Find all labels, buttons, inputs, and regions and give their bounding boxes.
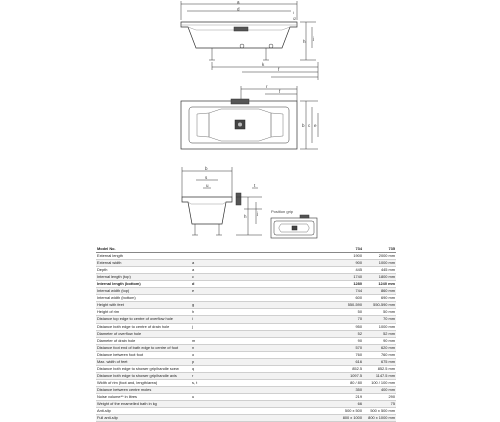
spec-value-735: 550-590 mm (373, 302, 395, 308)
spec-value-735: 52 mm (383, 330, 395, 336)
spec-value-734: 52 (357, 330, 362, 336)
spec-value-735: 70 mm (383, 316, 395, 322)
table-row (96, 267, 396, 274)
spec-value-734: 600 (355, 295, 362, 301)
spec-value-735: 860 mm (380, 288, 395, 294)
dim-label-i2: i2 (293, 16, 297, 21)
spec-value-734: 66 (357, 401, 362, 407)
table-row (96, 352, 396, 359)
dim-label-t: t (254, 183, 256, 188)
spec-label: Height with feet (97, 302, 124, 308)
table-row (96, 366, 396, 373)
spec-value-735: 620 mm (380, 344, 395, 350)
header-model-735: 735 (388, 246, 395, 251)
spec-symbol: q (192, 365, 195, 371)
spec-symbol: g (192, 302, 195, 308)
dim-label-s: s (205, 175, 208, 180)
spec-value-735: 800 x 1000 mm (368, 415, 395, 421)
table-row (96, 324, 396, 331)
table-row (96, 288, 396, 295)
spec-label: Distance top edge to centre of overflow hole (97, 316, 173, 322)
dim-label-i: i (293, 10, 294, 15)
spec-value-734: 80 / 80 (350, 379, 362, 385)
dim-label-d: d (237, 6, 240, 12)
spec-label: Distance between foot foot (97, 351, 144, 357)
spec-value-734: 1280 (353, 281, 362, 287)
table-row (96, 401, 396, 408)
dim-label-j-side: j (257, 211, 258, 216)
spec-value-734: 550-590 (347, 302, 362, 308)
spec-value-735: 75 (390, 401, 395, 407)
spec-value-735: 852.5 mm (377, 365, 395, 371)
spec-label: Full anti-slip (97, 415, 118, 421)
spec-table-body (96, 253, 396, 422)
spec-symbol: h (192, 309, 195, 315)
table-row (96, 260, 396, 267)
spec-label: Internal width (top) (97, 288, 130, 294)
dim-label-e: e (314, 123, 317, 128)
spec-value-735: 1240 mm (378, 281, 395, 287)
spec-label: Internal width (bottom) (97, 295, 136, 301)
dim-label-f: f (278, 67, 280, 72)
dim-label-b-plan: b (302, 123, 305, 128)
table-row (96, 338, 396, 345)
elevation-view (181, 1, 318, 80)
spec-value-735: 400 mm (380, 386, 395, 392)
spec-value-735: 1800 mm (378, 274, 395, 280)
table-row (96, 408, 396, 415)
dim-label-b-side: b (205, 166, 208, 171)
table-row (96, 302, 396, 309)
side-view (182, 167, 262, 235)
header-model-label: Model No. (97, 246, 116, 251)
table-row (96, 281, 396, 288)
spec-value-735: 760 mm (380, 351, 395, 357)
spec-label: Depth (97, 267, 108, 273)
spec-label: Height of rim (97, 309, 120, 315)
spec-value-735: 1000 mm (378, 323, 395, 329)
table-row (96, 387, 396, 394)
spec-symbol: p (192, 358, 195, 364)
spec-value-734: 500 x 500 (344, 408, 362, 414)
spec-value-735: 500 x 500 mm (370, 408, 395, 414)
spec-value-734: 1097.5 (350, 372, 362, 378)
dim-label-u: u (206, 183, 209, 188)
spec-value-734: 1900 (353, 253, 362, 259)
spec-label: External width (97, 260, 122, 266)
dim-label-j: j (313, 36, 314, 41)
spec-value-734: 90 (357, 337, 362, 343)
dim-label-h-side: h (244, 214, 247, 219)
spec-value-734: 852.5 (352, 365, 362, 371)
spec-symbol: d (192, 281, 195, 287)
header-model-734: 734 (355, 246, 362, 251)
spec-value-734: 616 (355, 358, 362, 364)
spec-symbol: c (192, 274, 194, 280)
table-row (96, 359, 396, 366)
spec-label: Distance both edge to shower grip/handle scew (97, 365, 179, 371)
dim-label-f-plan: f (279, 89, 281, 94)
spec-value-734: 445 (355, 267, 362, 273)
spec-value-734: 1740 (353, 274, 362, 280)
spec-symbol: s, t (192, 379, 198, 385)
table-row (96, 331, 396, 338)
dim-label-c: c (308, 123, 311, 128)
spec-symbol: a (192, 267, 195, 273)
dim-label-h: h (303, 39, 306, 44)
spec-value-735: 690 mm (380, 295, 395, 301)
plan-view (181, 86, 318, 149)
table-row (96, 274, 396, 281)
spec-symbol: i (192, 316, 193, 322)
spec-label: Diameter of drain hole (97, 337, 136, 343)
spec-label: Distance both edge to centre of drain hole (97, 323, 170, 329)
spec-table (96, 246, 396, 422)
spec-value-734: 570 (355, 344, 362, 350)
spec-symbol: u (192, 393, 195, 399)
spec-value-735: 50 mm (383, 309, 395, 315)
spec-label: Diameter of overflow hole (97, 330, 142, 336)
spec-value-735: 100 / 100 mm (371, 379, 395, 385)
spec-value-734: 70 (357, 316, 362, 322)
spec-symbol: a (192, 260, 195, 266)
spec-symbol: r (192, 372, 194, 378)
grip-position-view (271, 215, 317, 238)
spec-value-735: 675 mm (380, 358, 395, 364)
spec-value-734: 900 (355, 260, 362, 266)
spec-label: Width of rim (foot and, length/area) (97, 379, 158, 385)
spec-symbol: e (192, 288, 195, 294)
spec-value-735: 1000 mm (378, 260, 395, 266)
spec-symbol: o (192, 351, 195, 357)
spec-value-734: 950 (355, 323, 362, 329)
table-row (96, 253, 396, 260)
spec-label: Distance both edge to shower grip/handle axis (97, 372, 177, 378)
spec-value-735: 445 mm (380, 267, 395, 273)
spec-value-735: 90 mm (383, 337, 395, 343)
table-row (96, 415, 396, 422)
spec-label: External length (97, 253, 123, 259)
spec-table-header (96, 246, 396, 253)
dim-label-k: k (262, 62, 265, 67)
spec-value-734: 744 (355, 288, 362, 294)
table-row (96, 373, 396, 380)
spec-value-734: 760 (355, 351, 362, 357)
table-row (96, 380, 396, 387)
dim-label-a: a (237, 0, 240, 5)
spec-label: Distance foot end of bath edge to centre of foot (97, 344, 179, 350)
spec-label: Internal length (top) (97, 274, 131, 280)
table-row (96, 309, 396, 316)
spec-value-735: 1147.5 mm (375, 372, 395, 378)
spec-symbol: j (192, 323, 193, 329)
spec-value-735: 2000 mm (378, 253, 395, 259)
spec-symbol: n (192, 344, 195, 350)
spec-symbol: m (192, 337, 196, 343)
spec-value-735: 290 (388, 393, 395, 399)
grip-position-caption: Position grip (271, 209, 294, 214)
table-row (96, 295, 396, 302)
spec-label: Internal length (bottom) (97, 281, 141, 287)
spec-value-734: 219 (355, 393, 362, 399)
table-row (96, 345, 396, 352)
spec-label: Weight of the enamelled bath in kg (97, 401, 157, 407)
spec-value-734: 50 (357, 309, 362, 315)
spec-value-734: 800 x 1000 (342, 415, 362, 421)
spec-label: Anti-slip (97, 408, 111, 414)
table-row (96, 316, 396, 323)
spec-label: Distance between centre moles (97, 386, 152, 392)
spec-label: Noise volume** in litres (97, 393, 138, 399)
spec-value-734: 350 (355, 386, 362, 392)
spec-label: Max. width of feet (97, 358, 128, 364)
dim-label-r: r (266, 84, 268, 89)
